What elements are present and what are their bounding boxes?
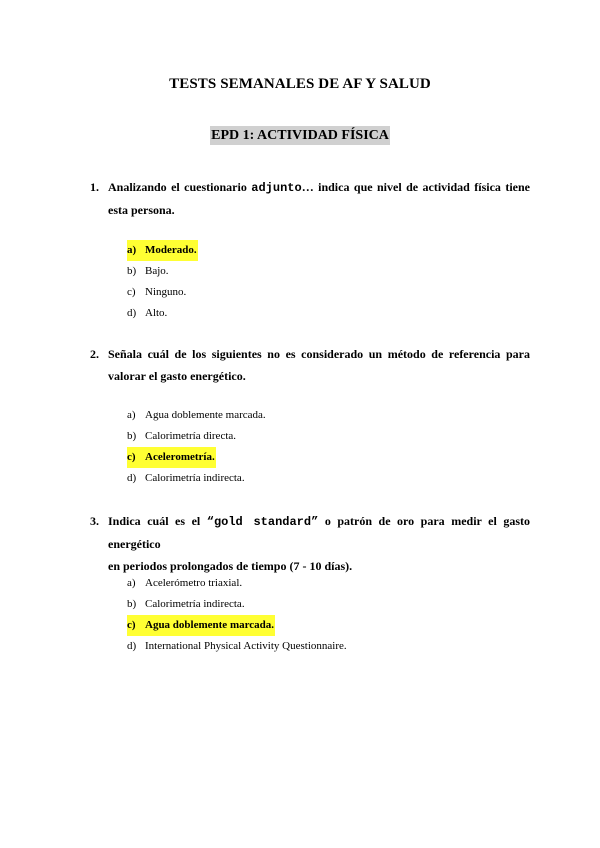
option-text: Agua doblemente marcada. [145,619,275,631]
question-number: 3. [90,514,99,528]
option-letter: b) [127,265,137,277]
option-letter: d) [127,640,137,652]
option-text: Calorimetría indirecta. [145,472,245,484]
option-text: Alto. [145,307,168,319]
question-emphasis: “gold standard” [206,515,319,529]
option-1a[interactable] [127,240,198,261]
option-3a[interactable] [127,573,347,594]
option-1c[interactable] [127,282,198,303]
option-letter: d) [127,307,137,319]
question-number: 1. [90,180,99,194]
page-title: TESTS SEMANALES DE AF Y SALUD [169,76,431,92]
question-text-continued: en periodos prolongados de tiempo (7 - 10 días). [108,559,353,573]
option-text: Acelerómetro triaxial. [145,577,243,589]
section-header [0,126,600,145]
option-letter: d) [127,472,137,484]
options-list-3 [127,573,347,657]
options-list-2 [127,405,266,489]
option-3c[interactable] [127,615,347,636]
option-letter: c) [127,286,136,298]
option-2d[interactable] [127,468,266,489]
option-1b[interactable] [127,261,198,282]
question-text-continued: esta persona. [108,203,175,217]
option-text: Calorimetría directa. [145,430,237,442]
option-letter: b) [127,430,137,442]
option-letter: c) [127,451,136,463]
option-text: Agua doblemente marcada. [145,409,266,421]
option-letter: c) [127,619,136,631]
option-2c[interactable] [127,447,266,468]
option-letter: b) [127,598,137,610]
option-text: Calorimetría indirecta. [145,598,245,610]
option-3b[interactable] [127,594,347,615]
option-letter: a) [127,244,137,256]
option-text: Bajo. [145,265,169,277]
section-title: EPD 1: ACTIVIDAD FÍSICA [211,128,389,143]
option-2b[interactable] [127,426,266,447]
options-list-1 [127,240,198,324]
option-letter: a) [127,409,136,421]
question-text: Señala cuál de los siguientes no es considerado un método de referencia para [108,347,530,361]
option-text: Acelerometría. [145,451,215,463]
question-3 [90,510,530,577]
option-2a[interactable] [127,405,266,426]
question-text: Indica cuál es el “gold standard” o patrón de oro para medir el gasto energético [108,514,530,551]
question-emphasis: adjunto [251,181,302,195]
option-1d[interactable] [127,303,198,324]
question-1 [90,176,530,221]
question-2 [90,343,530,387]
option-text: Ninguno. [145,286,187,298]
option-letter: a) [127,577,136,589]
question-number: 2. [90,347,99,361]
option-text: International Physical Activity Questionnaire. [145,640,347,652]
option-text: Moderado. [145,244,197,256]
question-text: Analizando el cuestionario adjunto… indica que nivel de actividad física tiene [108,180,530,195]
option-3d[interactable] [127,636,347,657]
question-text-continued: valorar el gasto energético. [108,369,246,383]
